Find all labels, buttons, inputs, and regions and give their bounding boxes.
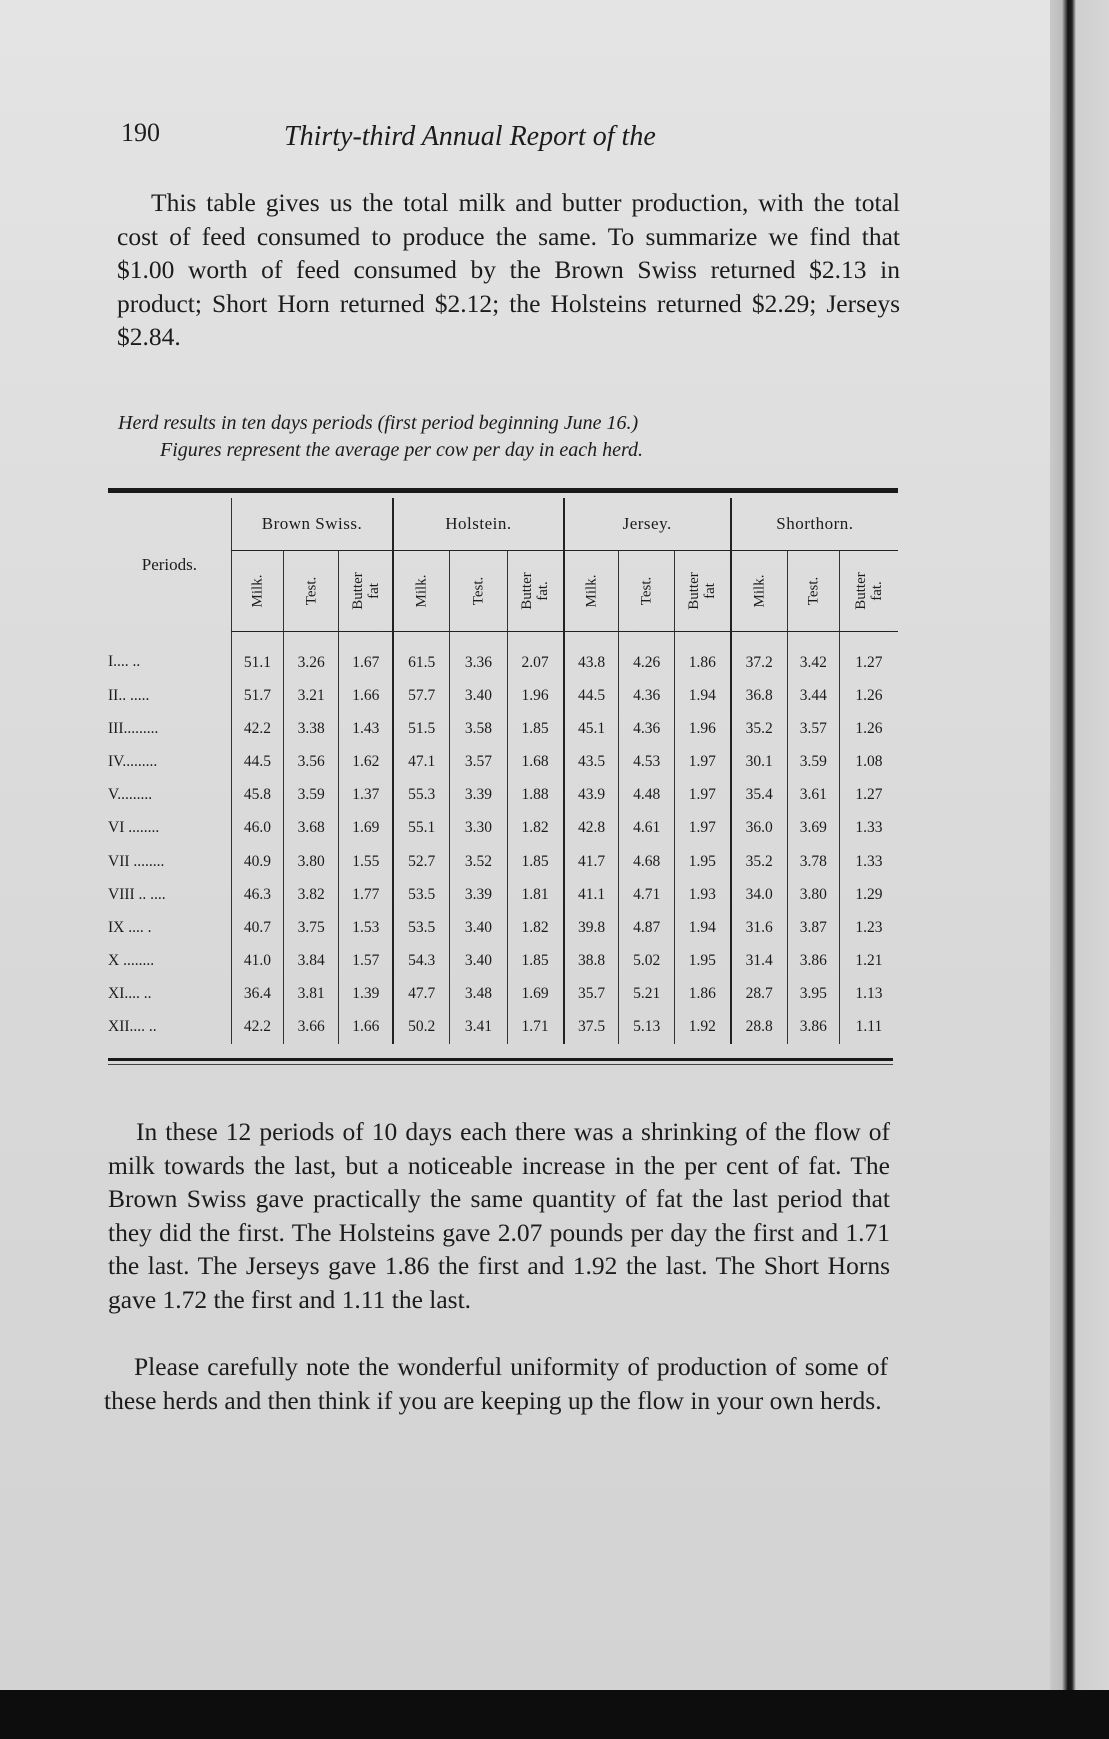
subheader-butter-fat: Butter fat xyxy=(686,571,719,610)
cell-milk: 43.8 xyxy=(564,632,619,680)
cell-butter-fat: 1.85 xyxy=(507,845,563,878)
cell-test: 3.61 xyxy=(787,779,839,812)
group-header-jersey: Jersey. xyxy=(564,498,731,551)
analysis-paragraph: In these 12 periods of 10 days each there was a shrinking of the flow of milk towards the last, but a noticeable increase in the per cent of fat. The Brown Swiss gave practically the same quantity of fat the last period that they did the first. The Holsteins gave 2.07 pounds per day the first and 1.71 the last. The Jerseys gave 1.86 the first and 1.92 the last. The Short Horns gave 1.72 the first and 1.11 the last. xyxy=(108,1117,890,1314)
period-label: V......... xyxy=(108,786,153,804)
cell-butter-fat: 1.92 xyxy=(674,1011,730,1044)
period-label: VII ........ xyxy=(108,852,165,870)
group-header-holstein: Holstein. xyxy=(393,498,563,551)
cell-test: 3.36 xyxy=(450,632,507,680)
period-label: X ........ xyxy=(108,952,155,970)
cell-milk: 42.2 xyxy=(231,712,283,745)
cell-butter-fat: 1.29 xyxy=(839,878,898,911)
cell-butter-fat: 1.23 xyxy=(839,911,898,944)
subheader-milk: Milk. xyxy=(583,574,600,608)
cell-milk: 46.3 xyxy=(231,878,283,911)
cell-test: 4.26 xyxy=(619,632,674,680)
table-row xyxy=(108,632,898,680)
table-row xyxy=(108,712,898,745)
cell-milk: 28.8 xyxy=(731,1011,787,1044)
cell-butter-fat: 1.08 xyxy=(839,745,898,778)
book-gutter xyxy=(1050,0,1109,1739)
cell-milk: 46.0 xyxy=(231,812,283,845)
subheader-milk: Milk. xyxy=(249,574,266,608)
cell-test: 3.40 xyxy=(450,679,507,712)
cell-butter-fat: 1.97 xyxy=(674,779,730,812)
cell-test: 3.41 xyxy=(450,1011,507,1044)
cell-milk: 39.8 xyxy=(564,911,619,944)
cell-butter-fat: 1.69 xyxy=(339,812,393,845)
subheader-butter-fat: Butter fat. xyxy=(519,571,552,610)
cell-butter-fat: 1.97 xyxy=(674,812,730,845)
cell-butter-fat: 1.94 xyxy=(674,911,730,944)
cell-milk: 30.1 xyxy=(731,745,787,778)
cell-test: 4.71 xyxy=(619,878,674,911)
cell-milk: 45.8 xyxy=(231,779,283,812)
cell-butter-fat: 1.62 xyxy=(339,745,393,778)
cell-test: 4.61 xyxy=(619,812,674,845)
cell-test: 3.66 xyxy=(284,1011,339,1044)
cell-test: 4.53 xyxy=(619,745,674,778)
cell-test: 3.80 xyxy=(284,845,339,878)
cell-test: 3.42 xyxy=(787,632,839,680)
cell-test: 3.78 xyxy=(787,845,839,878)
cell-milk: 38.8 xyxy=(564,945,619,978)
cell-milk: 55.3 xyxy=(393,779,449,812)
cell-test: 4.68 xyxy=(619,845,674,878)
table-row xyxy=(108,1011,898,1044)
cell-butter-fat: 1.68 xyxy=(507,745,563,778)
cell-test: 3.40 xyxy=(450,911,507,944)
period-label: VIII .. .... xyxy=(108,885,166,903)
cell-butter-fat: 1.95 xyxy=(674,945,730,978)
group-header-brown-swiss: Brown Swiss. xyxy=(231,498,393,551)
cell-milk: 36.8 xyxy=(731,679,787,712)
cell-butter-fat: 1.11 xyxy=(839,1011,898,1044)
cell-butter-fat: 1.81 xyxy=(507,878,563,911)
subheader-milk: Milk. xyxy=(751,574,768,608)
table-row xyxy=(108,878,898,911)
cell-milk: 40.9 xyxy=(231,845,283,878)
cell-milk: 57.7 xyxy=(393,679,449,712)
cell-test: 3.56 xyxy=(284,745,339,778)
period-label: III......... xyxy=(108,719,159,737)
cell-butter-fat: 1.57 xyxy=(339,945,393,978)
cell-butter-fat: 1.55 xyxy=(339,845,393,878)
period-label: VI ........ xyxy=(108,819,160,837)
cell-test: 3.48 xyxy=(450,978,507,1011)
cell-butter-fat: 1.43 xyxy=(339,712,393,745)
cell-milk: 53.5 xyxy=(393,878,449,911)
cell-milk: 28.7 xyxy=(731,978,787,1011)
period-label: II.. ..... xyxy=(108,686,150,704)
cell-test: 3.59 xyxy=(787,745,839,778)
running-title: Thirty-third Annual Report of the xyxy=(284,121,656,152)
table-bottom-rule xyxy=(108,1058,893,1061)
cell-milk: 42.2 xyxy=(231,1011,283,1044)
cell-butter-fat: 1.69 xyxy=(507,978,563,1011)
period-label: XII.... .. xyxy=(108,1018,157,1036)
caption-line-2: Figures represent the average per cow per day in each herd. xyxy=(160,439,644,461)
table-bottom-rule-thin xyxy=(108,1064,893,1065)
cell-butter-fat: 1.66 xyxy=(339,679,393,712)
cell-test: 3.38 xyxy=(284,712,339,745)
cell-test: 3.81 xyxy=(284,978,339,1011)
cell-butter-fat: 1.53 xyxy=(339,911,393,944)
cell-butter-fat: 1.27 xyxy=(839,632,898,680)
table-caption xyxy=(118,410,898,464)
cell-test: 3.75 xyxy=(284,911,339,944)
cell-milk: 41.7 xyxy=(564,845,619,878)
cell-test: 3.80 xyxy=(787,878,839,911)
cell-butter-fat: 1.96 xyxy=(507,679,563,712)
cell-butter-fat: 2.07 xyxy=(507,632,563,680)
cell-milk: 36.4 xyxy=(231,978,283,1011)
cell-milk: 35.4 xyxy=(731,779,787,812)
cell-test: 3.26 xyxy=(284,632,339,680)
cell-butter-fat: 1.33 xyxy=(839,812,898,845)
cell-milk: 35.2 xyxy=(731,712,787,745)
period-label: I.... .. xyxy=(108,653,141,671)
cell-milk: 53.5 xyxy=(393,911,449,944)
cell-test: 3.52 xyxy=(450,845,507,878)
cell-test: 3.82 xyxy=(284,878,339,911)
cell-milk: 41.0 xyxy=(231,945,283,978)
cell-test: 3.59 xyxy=(284,779,339,812)
cell-test: 3.21 xyxy=(284,679,339,712)
cell-test: 3.69 xyxy=(787,812,839,845)
intro-paragraph: This table gives us the total milk and butter production, with the total cost of feed consumed to produce the same. To summarize we find that $1.00 worth of feed consumed by the Brown Swiss returned $2.13 in product; Short Horn returned $2.12; the Holsteins returned $2.29; Jerseys $2.84. xyxy=(117,188,900,351)
table-top-rule xyxy=(108,488,898,493)
cell-test: 3.86 xyxy=(787,1011,839,1044)
cell-butter-fat: 1.71 xyxy=(507,1011,563,1044)
cell-milk: 43.9 xyxy=(564,779,619,812)
subheader-test: Test. xyxy=(805,576,822,606)
cell-milk: 43.5 xyxy=(564,745,619,778)
cell-butter-fat: 1.88 xyxy=(507,779,563,812)
subheader-test: Test. xyxy=(303,576,320,606)
page-number: 190 xyxy=(121,118,160,147)
cell-butter-fat: 1.13 xyxy=(839,978,898,1011)
cell-milk: 61.5 xyxy=(393,632,449,680)
subheader-milk: Milk. xyxy=(413,574,430,608)
cell-butter-fat: 1.66 xyxy=(339,1011,393,1044)
cell-butter-fat: 1.37 xyxy=(339,779,393,812)
group-header-row xyxy=(108,498,898,551)
period-label: IV......... xyxy=(108,752,158,770)
cell-milk: 51.7 xyxy=(231,679,283,712)
cell-milk: 36.0 xyxy=(731,812,787,845)
subheader-test: Test. xyxy=(638,576,655,606)
cell-test: 3.95 xyxy=(787,978,839,1011)
cell-milk: 35.2 xyxy=(731,845,787,878)
cell-milk: 40.7 xyxy=(231,911,283,944)
cell-milk: 37.5 xyxy=(564,1011,619,1044)
cell-butter-fat: 1.86 xyxy=(674,632,730,680)
periods-header: Periods. xyxy=(141,554,198,574)
cell-milk: 47.7 xyxy=(393,978,449,1011)
cell-test: 3.86 xyxy=(787,945,839,978)
cell-milk: 54.3 xyxy=(393,945,449,978)
cell-butter-fat: 1.96 xyxy=(674,712,730,745)
cell-test: 3.68 xyxy=(284,812,339,845)
cell-milk: 50.2 xyxy=(393,1011,449,1044)
cell-butter-fat: 1.85 xyxy=(507,945,563,978)
group-header-shorthorn: Shorthorn. xyxy=(731,498,898,551)
table-row xyxy=(108,779,898,812)
cell-butter-fat: 1.27 xyxy=(839,779,898,812)
cell-milk: 52.7 xyxy=(393,845,449,878)
cell-test: 3.39 xyxy=(450,779,507,812)
subheader-butter-fat: Butter fat. xyxy=(852,571,885,610)
cell-milk: 31.6 xyxy=(731,911,787,944)
subheader-butter-fat: Butter fat xyxy=(349,571,382,610)
cell-test: 3.44 xyxy=(787,679,839,712)
cell-milk: 34.0 xyxy=(731,878,787,911)
herd-results-table xyxy=(108,498,898,1044)
cell-butter-fat: 1.67 xyxy=(339,632,393,680)
cell-butter-fat: 1.97 xyxy=(674,745,730,778)
cell-test: 3.57 xyxy=(450,745,507,778)
cell-test: 3.57 xyxy=(787,712,839,745)
cell-milk: 51.5 xyxy=(393,712,449,745)
cell-milk: 42.8 xyxy=(564,812,619,845)
period-label: IX .... . xyxy=(108,918,152,936)
cell-test: 4.87 xyxy=(619,911,674,944)
cell-milk: 55.1 xyxy=(393,812,449,845)
table-row xyxy=(108,679,898,712)
cell-test: 4.36 xyxy=(619,679,674,712)
table-row xyxy=(108,745,898,778)
cell-butter-fat: 1.94 xyxy=(674,679,730,712)
cell-test: 3.58 xyxy=(450,712,507,745)
cell-milk: 31.4 xyxy=(731,945,787,978)
cell-test: 4.48 xyxy=(619,779,674,812)
table-row xyxy=(108,812,898,845)
cell-milk: 37.2 xyxy=(731,632,787,680)
cell-butter-fat: 1.82 xyxy=(507,812,563,845)
cell-milk: 41.1 xyxy=(564,878,619,911)
cell-milk: 44.5 xyxy=(231,745,283,778)
cell-butter-fat: 1.26 xyxy=(839,712,898,745)
cell-butter-fat: 1.85 xyxy=(507,712,563,745)
period-label: XI.... .. xyxy=(108,985,152,1003)
cell-test: 3.39 xyxy=(450,878,507,911)
table-row xyxy=(108,945,898,978)
caption-line-1: Herd results in ten days periods (first period beginning June 16.) xyxy=(118,412,639,434)
cell-milk: 47.1 xyxy=(393,745,449,778)
cell-test: 5.13 xyxy=(619,1011,674,1044)
cell-test: 3.84 xyxy=(284,945,339,978)
table-row xyxy=(108,978,898,1011)
cell-butter-fat: 1.93 xyxy=(674,878,730,911)
scan-bottom-edge xyxy=(0,1690,1109,1739)
table-row xyxy=(108,845,898,878)
cell-test: 4.36 xyxy=(619,712,674,745)
cell-butter-fat: 1.82 xyxy=(507,911,563,944)
closing-paragraph: Please carefully note the wonderful uniformity of production of some of these herds and then think if you are keeping up the flow in your own herds. xyxy=(104,1352,888,1415)
cell-butter-fat: 1.21 xyxy=(839,945,898,978)
cell-test: 3.87 xyxy=(787,911,839,944)
table-body xyxy=(108,632,898,1045)
cell-butter-fat: 1.33 xyxy=(839,845,898,878)
cell-test: 3.40 xyxy=(450,945,507,978)
cell-test: 5.21 xyxy=(619,978,674,1011)
cell-milk: 44.5 xyxy=(564,679,619,712)
page-header xyxy=(121,118,781,158)
subheader-test: Test. xyxy=(470,576,487,606)
cell-butter-fat: 1.95 xyxy=(674,845,730,878)
cell-milk: 45.1 xyxy=(564,712,619,745)
cell-test: 3.30 xyxy=(450,812,507,845)
cell-milk: 51.1 xyxy=(231,632,283,680)
cell-test: 5.02 xyxy=(619,945,674,978)
cell-butter-fat: 1.77 xyxy=(339,878,393,911)
cell-milk: 35.7 xyxy=(564,978,619,1011)
cell-butter-fat: 1.26 xyxy=(839,679,898,712)
table-row xyxy=(108,911,898,944)
cell-butter-fat: 1.39 xyxy=(339,978,393,1011)
cell-butter-fat: 1.86 xyxy=(674,978,730,1011)
